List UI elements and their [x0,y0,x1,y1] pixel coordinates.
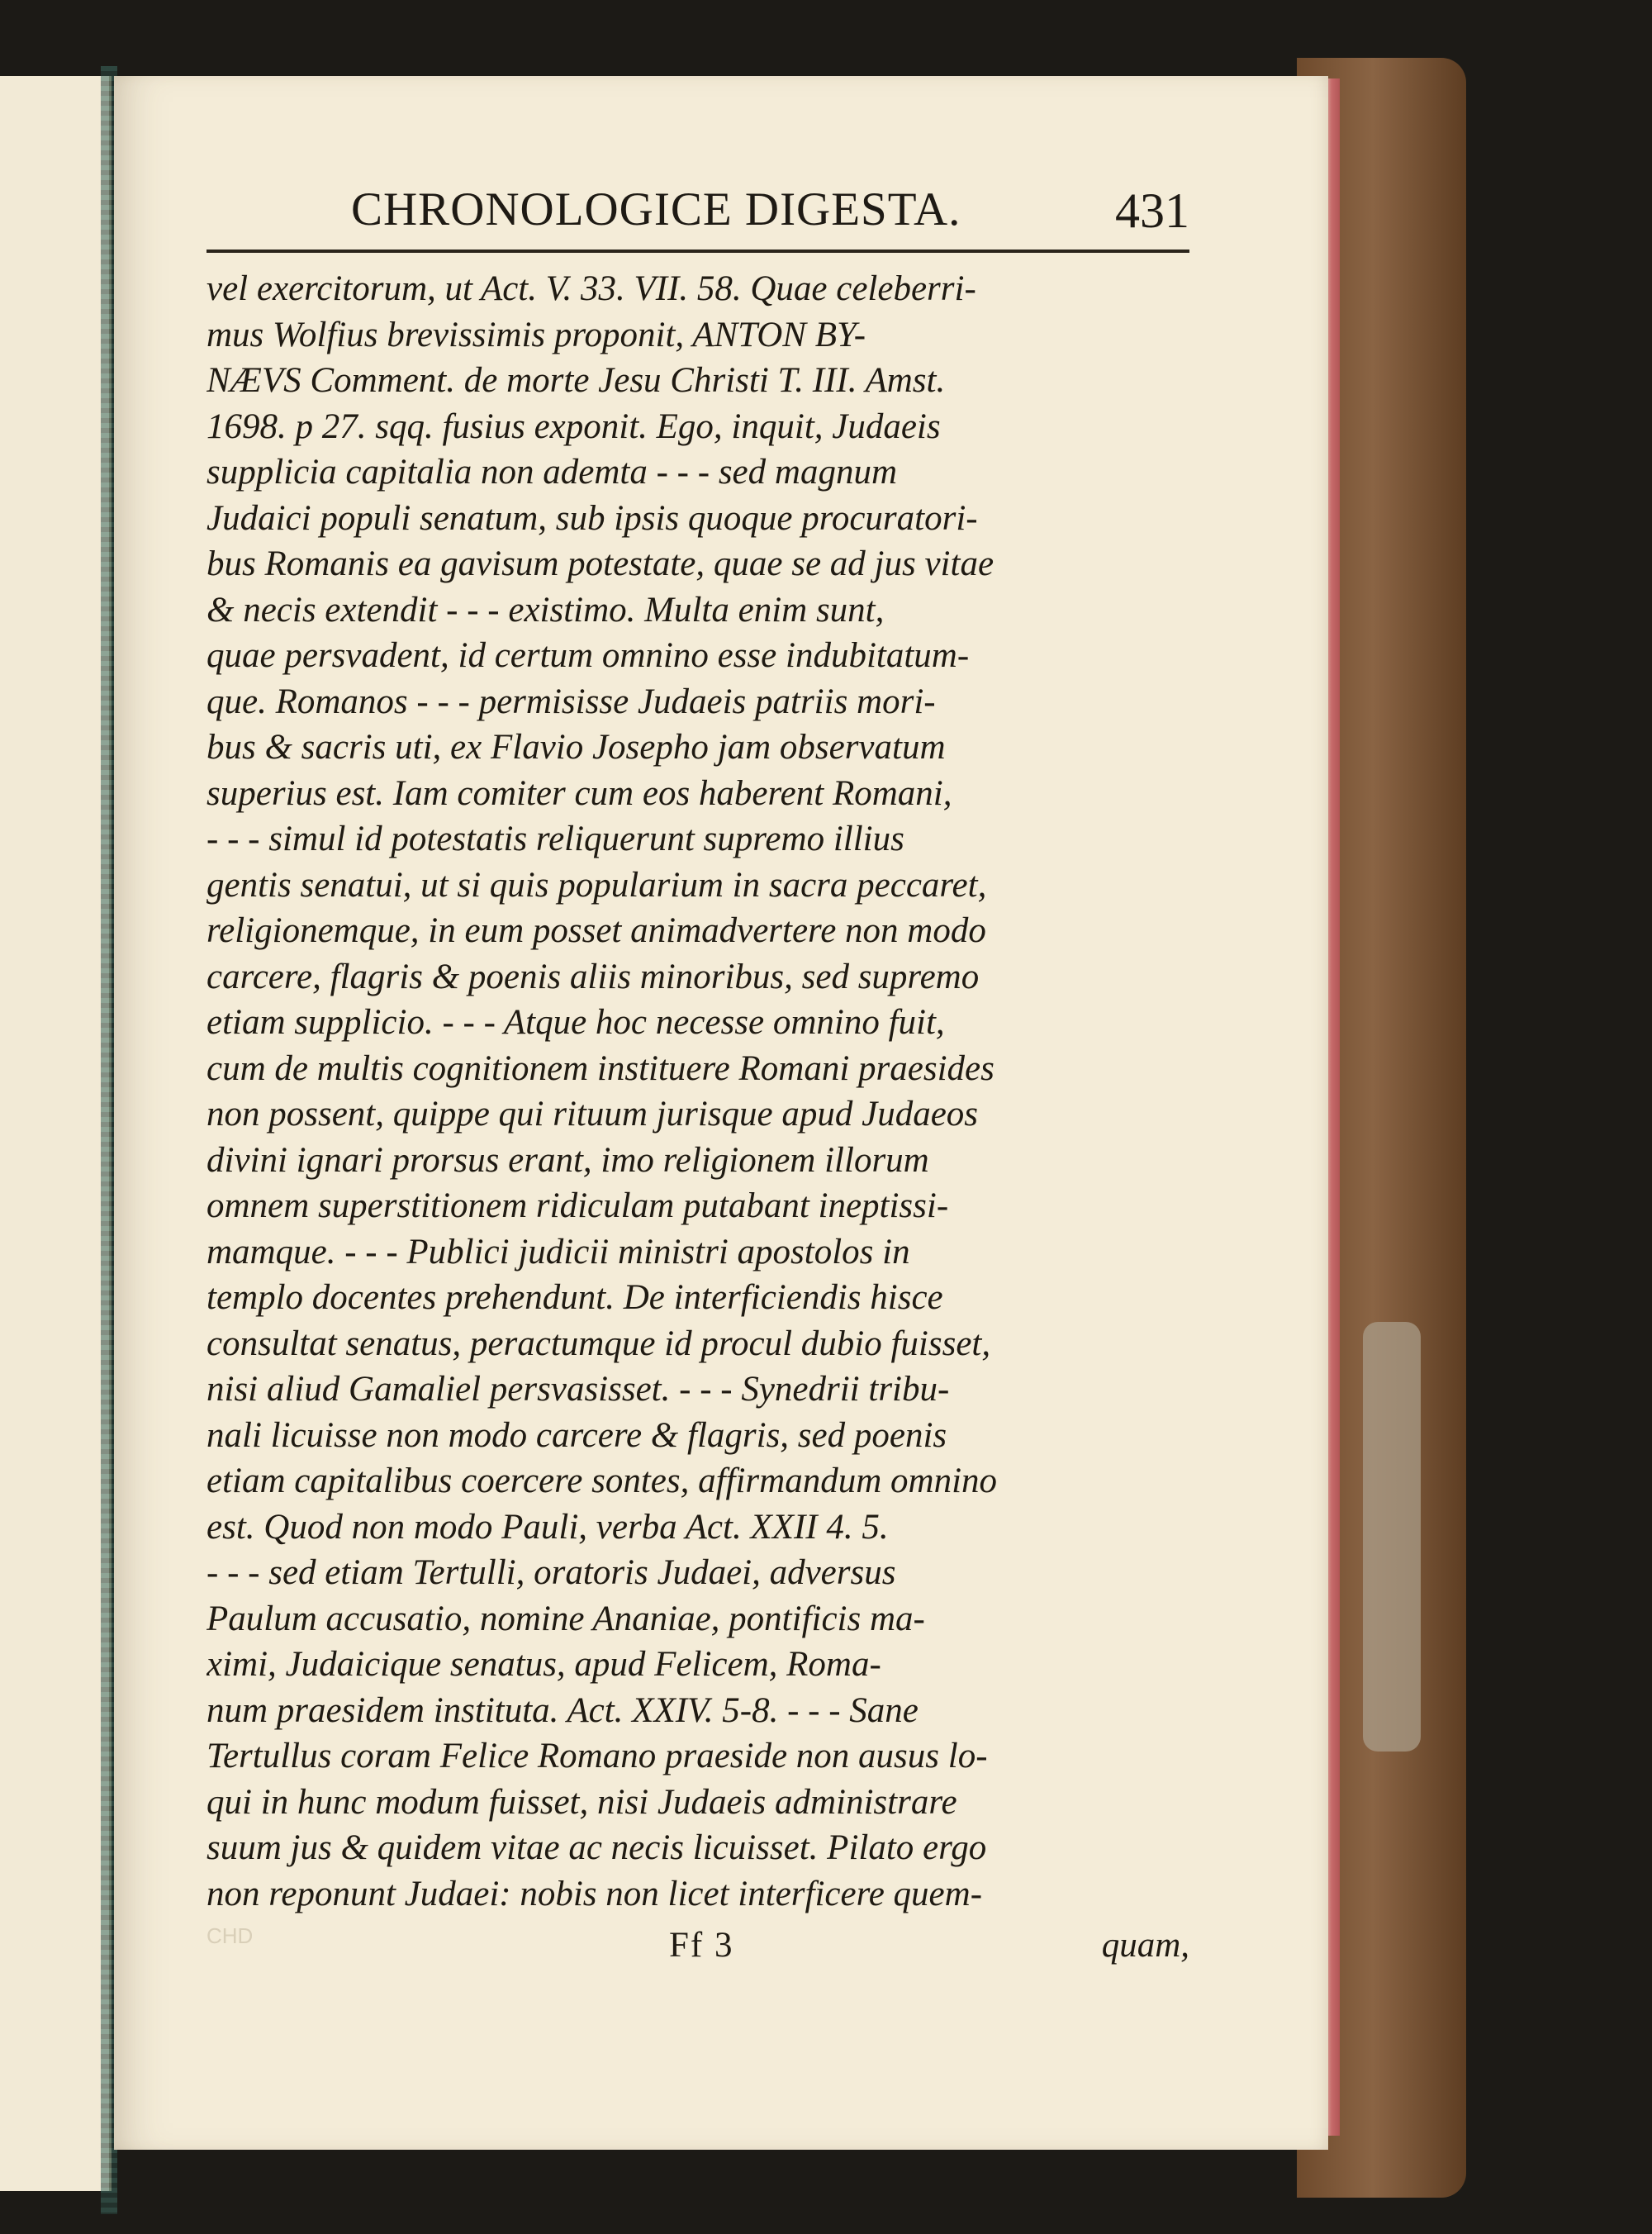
text-line: - - - simul id potestatis reliquerunt supremo illius [206,820,904,858]
page-number: 431 [1115,183,1189,238]
header-rule [206,250,1189,253]
text-line: gentis senatui, ut si quis popularium in sacra peccaret, [206,865,987,905]
text-line: templo docentes prehendunt. De interficiendis hisce [206,1278,943,1317]
text-line: non possent, quippe qui rituum jurisque apud Judaeos [206,1095,979,1134]
text-line: Paulum accusatio, nomine Ananiae, pontificis ma- [206,1599,925,1638]
text-line: num praesidem instituta. Act. XXIV. 5-8. - - - Sane [206,1690,919,1730]
text-line: mus Wolfius brevissimis proponit, ANTON BY- [206,315,866,354]
text-line: consultat senatus, peractumque id procul dubio fuisset, [206,1324,991,1363]
text-line: supplicia capitalia non ademta - - - sed magnum [206,453,898,492]
text-line: - - - sed etiam Tertulli, oratoris Judaei, adversus [206,1553,896,1592]
text-line: superius est. Iam comiter cum eos haberent Romani, [206,773,952,813]
text-line: suum jus & quidem vitae ac necis licuisset. Pilato ergo [206,1828,987,1867]
text-line: nali licuisse non modo carcere & flagris, sed poenis [206,1415,947,1455]
text-line: quae persvadent, id certum omnino esse indubitatum- [206,636,970,675]
library-stamp: CHD [206,1923,254,1948]
running-title: CHRONOLOGICE DIGESTA. [351,183,961,235]
text-line: ximi, Judaicique senatus, apud Felicem, Roma- [206,1645,881,1684]
text-line: mamque. - - - Publici judicii ministri apostolos in [206,1232,910,1271]
text-line: divini ignari prorsus erant, imo religionem illorum [206,1140,929,1180]
text-line: omnem superstitionem ridiculam putabant ineptissi- [206,1186,949,1225]
text-line: non reponunt Judaei: nobis non licet interficere quem- [206,1874,983,1913]
text-line: etiam capitalibus coercere sontes, affirmandum omnino [206,1462,998,1500]
previous-page-edge [0,76,112,2191]
text-line: religionemque, in eum posset animadvertere non modo [206,911,986,950]
text-line: NÆVS Comment. de morte Jesu Christi T. III. Amst. [206,361,946,400]
text-line: est. Quod non modo Pauli, verba Act. XXII 4. 5. [206,1507,889,1547]
body-text [206,266,1189,1917]
text-line: bus Romanis ea gavisum potestate, quae se ad jus vitae [206,544,995,583]
text-line: cum de multis cognitionem instituere Romani praesides [206,1048,995,1088]
text-line: Tertullus coram Felice Romano praeside non ausus lo- [206,1737,988,1775]
page-footer [206,1918,1189,1973]
page-header [206,107,1189,240]
text-line: etiam supplicio. - - - Atque hoc necesse omnino fuit, [206,1003,945,1042]
text-line: carcere, flagris & poenis aliis minoribus, sed supremo [206,957,980,996]
text-line: vel exercitorum, ut Act. V. 33. VII. 58. Quae celeberri- [206,269,976,308]
text-line: Judaici populi senatum, sub ipsis quoque procuratori- [206,498,978,538]
text-line: & necis extendit - - - existimo. Multa enim sunt, [206,590,885,630]
text-line: bus & sacris uti, ex Flavio Josepho jam observatum [206,728,946,767]
text-line: que. Romanos - - - permisisse Judaeis patriis mori- [206,682,936,721]
text-line: qui in hunc modum fuisset, nisi Judaeis administrare [206,1782,957,1822]
cover-worn-patch [1363,1322,1421,1752]
text-line: nisi aliud Gamaliel persvasisset. - - - Synedrii tribu- [206,1370,950,1409]
signature-mark: Ff 3 [669,1926,734,1965]
catchword: quam, [1101,1926,1189,1965]
text-line: 1698. p 27. sqq. fusius exponit. Ego, inquit, Judaeis [206,406,941,446]
